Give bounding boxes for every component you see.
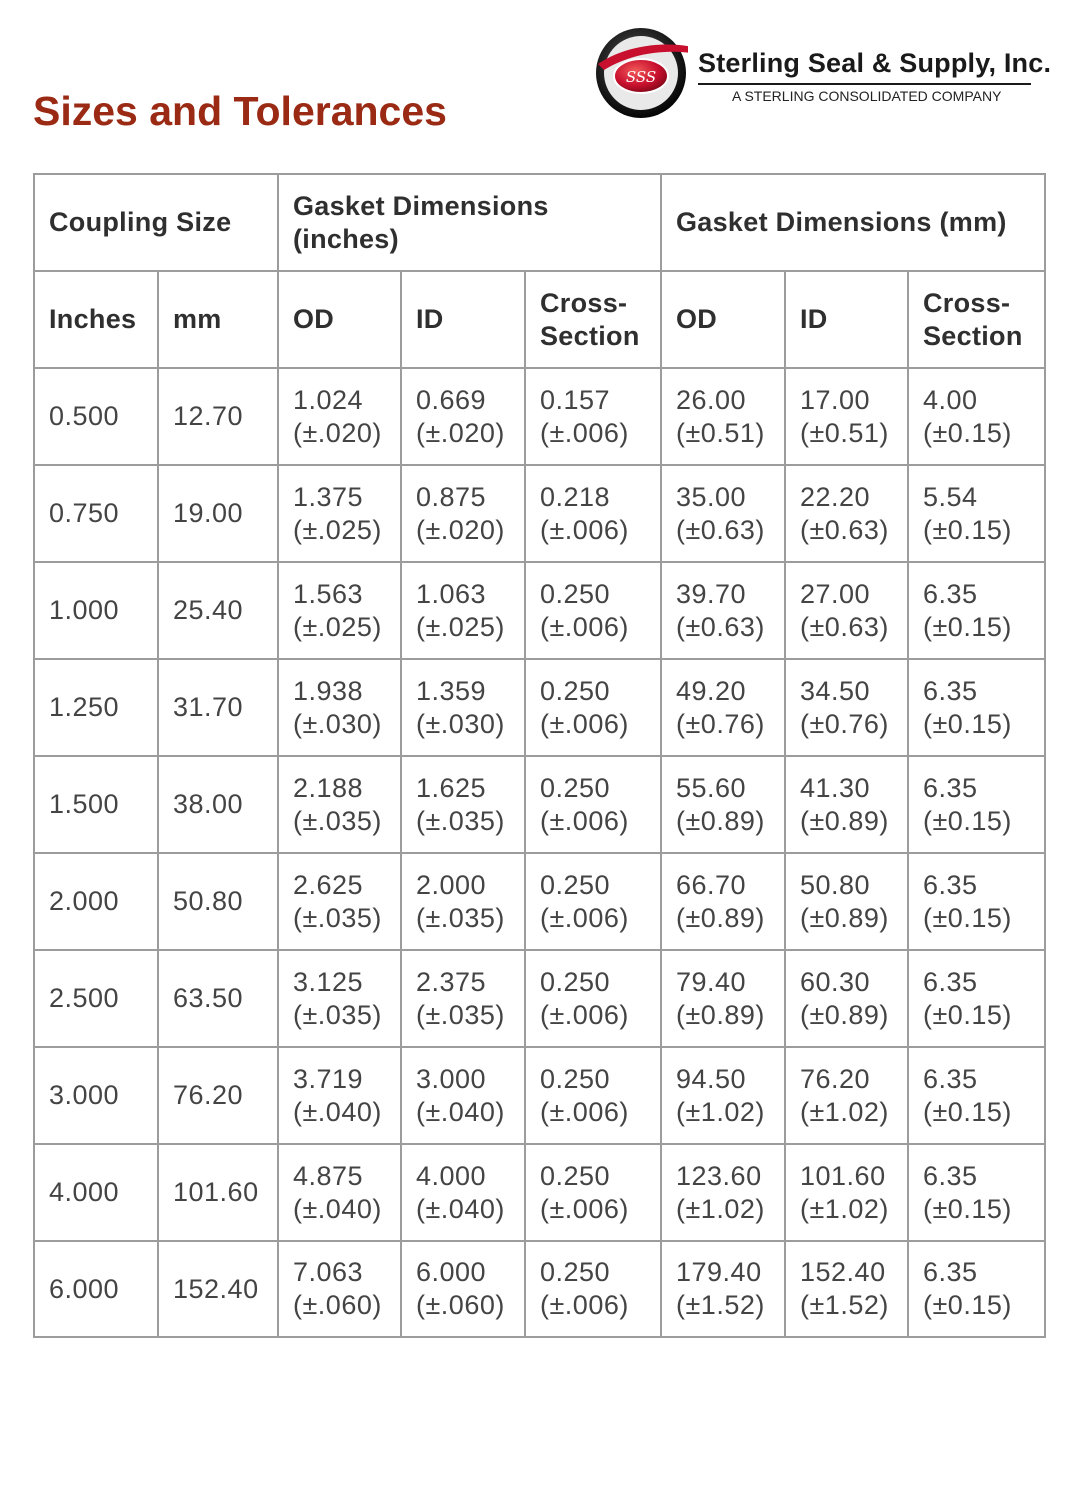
cell-id-inches: 0.669 (±.020)	[401, 368, 525, 465]
cell-mm: 31.70	[158, 659, 278, 756]
cell-mm: 12.70	[158, 368, 278, 465]
cell-inches: 1.000	[34, 562, 158, 659]
cell-mm: 101.60	[158, 1144, 278, 1241]
cell-cross-section-mm: 6.35 (±0.15)	[908, 659, 1045, 756]
header-gasket-inches-line1: Gasket Dimensions	[293, 190, 549, 221]
cell-od-mm: 179.40 (±1.52)	[661, 1241, 785, 1337]
sss-logo-mark-icon	[594, 26, 688, 120]
cell-inches: 1.250	[34, 659, 158, 756]
cell-od-inches: 7.063 (±.060)	[278, 1241, 401, 1337]
cell-mm: 19.00	[158, 465, 278, 562]
cell-od-mm: 66.70 (±0.89)	[661, 853, 785, 950]
cell-id-mm: 50.80 (±0.89)	[785, 853, 908, 950]
cell-cross-section-inches: 0.250 (±.006)	[525, 659, 661, 756]
cell-od-mm: 55.60 (±0.89)	[661, 756, 785, 853]
cell-cross-section-mm: 4.00 (±0.15)	[908, 368, 1045, 465]
table-row	[34, 756, 1045, 853]
cell-od-inches: 1.563 (±.025)	[278, 562, 401, 659]
cell-mm: 152.40	[158, 1241, 278, 1337]
cell-od-mm: 49.20 (±0.76)	[661, 659, 785, 756]
cell-inches: 2.500	[34, 950, 158, 1047]
cell-od-inches: 2.188 (±.035)	[278, 756, 401, 853]
col-header-cs-mm-line1: Cross-	[923, 287, 1011, 318]
column-header-row	[34, 271, 1045, 368]
cell-od-mm: 35.00 (±0.63)	[661, 465, 785, 562]
cell-id-inches: 2.000 (±.035)	[401, 853, 525, 950]
table-row	[34, 562, 1045, 659]
cell-inches: 2.000	[34, 853, 158, 950]
cell-id-mm: 41.30 (±0.89)	[785, 756, 908, 853]
header-gasket-inches	[278, 174, 661, 271]
cell-cross-section-inches: 0.250 (±.006)	[525, 562, 661, 659]
col-header-cross-section-inches	[525, 271, 661, 368]
cell-id-inches: 1.625 (±.035)	[401, 756, 525, 853]
table-row	[34, 465, 1045, 562]
logo-divider	[698, 83, 1031, 85]
cell-cross-section-inches: 0.157 (±.006)	[525, 368, 661, 465]
cell-mm: 38.00	[158, 756, 278, 853]
cell-cross-section-inches: 0.250 (±.006)	[525, 1241, 661, 1337]
cell-id-inches: 1.063 (±.025)	[401, 562, 525, 659]
cell-cross-section-inches: 0.250 (±.006)	[525, 950, 661, 1047]
col-header-cs-in-line2: Section	[540, 320, 640, 351]
col-header-cross-section-mm	[908, 271, 1045, 368]
cell-cross-section-mm: 6.35 (±0.15)	[908, 562, 1045, 659]
company-name: Sterling Seal & Supply, Inc.	[698, 48, 1052, 78]
cell-id-mm: 76.20 (±1.02)	[785, 1047, 908, 1144]
col-header-od-inches: OD	[278, 271, 401, 368]
cell-id-mm: 152.40 (±1.52)	[785, 1241, 908, 1337]
table-row	[34, 1144, 1045, 1241]
cell-od-inches: 2.625 (±.035)	[278, 853, 401, 950]
header-coupling-size: Coupling Size	[34, 174, 278, 271]
cell-cross-section-mm: 6.35 (±0.15)	[908, 853, 1045, 950]
cell-id-inches: 6.000 (±.060)	[401, 1241, 525, 1337]
logo-monogram: SSS	[625, 68, 657, 86]
cell-id-inches: 4.000 (±.040)	[401, 1144, 525, 1241]
cell-inches: 0.500	[34, 368, 158, 465]
cell-od-inches: 1.375 (±.025)	[278, 465, 401, 562]
cell-od-mm: 26.00 (±0.51)	[661, 368, 785, 465]
table-row	[34, 1241, 1045, 1337]
cell-od-inches: 3.719 (±.040)	[278, 1047, 401, 1144]
table-row	[34, 659, 1045, 756]
cell-cross-section-inches: 0.250 (±.006)	[525, 1047, 661, 1144]
cell-od-inches: 1.938 (±.030)	[278, 659, 401, 756]
cell-od-mm: 39.70 (±0.63)	[661, 562, 785, 659]
cell-id-mm: 27.00 (±0.63)	[785, 562, 908, 659]
col-header-inches: Inches	[34, 271, 158, 368]
cell-id-mm: 60.30 (±0.89)	[785, 950, 908, 1047]
cell-id-mm: 17.00 (±0.51)	[785, 368, 908, 465]
cell-mm: 76.20	[158, 1047, 278, 1144]
company-tagline: A STERLING CONSOLIDATED COMPANY	[732, 88, 1002, 104]
cell-od-mm: 94.50 (±1.02)	[661, 1047, 785, 1144]
company-logo	[594, 26, 1052, 120]
cell-inches: 1.500	[34, 756, 158, 853]
sizes-tolerances-table	[33, 173, 1046, 1338]
table-row	[34, 950, 1045, 1047]
cell-id-inches: 1.359 (±.030)	[401, 659, 525, 756]
cell-id-mm: 34.50 (±0.76)	[785, 659, 908, 756]
cell-od-inches: 1.024 (±.020)	[278, 368, 401, 465]
cell-cross-section-mm: 6.35 (±0.15)	[908, 1047, 1045, 1144]
cell-mm: 25.40	[158, 562, 278, 659]
cell-id-inches: 2.375 (±.035)	[401, 950, 525, 1047]
cell-cross-section-mm: 5.54 (±0.15)	[908, 465, 1045, 562]
page-title: Sizes and Tolerances	[33, 88, 447, 134]
cell-cross-section-mm: 6.35 (±0.15)	[908, 1144, 1045, 1241]
table-row	[34, 1047, 1045, 1144]
cell-cross-section-mm: 6.35 (±0.15)	[908, 756, 1045, 853]
cell-id-inches: 3.000 (±.040)	[401, 1047, 525, 1144]
cell-mm: 63.50	[158, 950, 278, 1047]
table-row	[34, 368, 1045, 465]
table-row	[34, 853, 1045, 950]
cell-od-mm: 123.60 (±1.02)	[661, 1144, 785, 1241]
cell-inches: 0.750	[34, 465, 158, 562]
cell-id-mm: 22.20 (±0.63)	[785, 465, 908, 562]
header-gasket-inches-line2: (inches)	[293, 223, 399, 254]
cell-cross-section-mm: 6.35 (±0.15)	[908, 950, 1045, 1047]
col-header-cs-mm-line2: Section	[923, 320, 1023, 351]
cell-inches: 4.000	[34, 1144, 158, 1241]
header-gasket-mm: Gasket Dimensions (mm)	[661, 174, 1045, 271]
cell-inches: 3.000	[34, 1047, 158, 1144]
col-header-id-mm: ID	[785, 271, 908, 368]
cell-inches: 6.000	[34, 1241, 158, 1337]
col-header-cs-in-line1: Cross-	[540, 287, 628, 318]
cell-cross-section-mm: 6.35 (±0.15)	[908, 1241, 1045, 1337]
cell-id-inches: 0.875 (±.020)	[401, 465, 525, 562]
col-header-mm: mm	[158, 271, 278, 368]
cell-mm: 50.80	[158, 853, 278, 950]
cell-id-mm: 101.60 (±1.02)	[785, 1144, 908, 1241]
cell-cross-section-inches: 0.218 (±.006)	[525, 465, 661, 562]
col-header-id-inches: ID	[401, 271, 525, 368]
cell-od-inches: 3.125 (±.035)	[278, 950, 401, 1047]
cell-od-inches: 4.875 (±.040)	[278, 1144, 401, 1241]
cell-cross-section-inches: 0.250 (±.006)	[525, 1144, 661, 1241]
col-header-od-mm: OD	[661, 271, 785, 368]
cell-cross-section-inches: 0.250 (±.006)	[525, 756, 661, 853]
cell-cross-section-inches: 0.250 (±.006)	[525, 853, 661, 950]
cell-od-mm: 79.40 (±0.89)	[661, 950, 785, 1047]
group-header-row	[34, 174, 1045, 271]
